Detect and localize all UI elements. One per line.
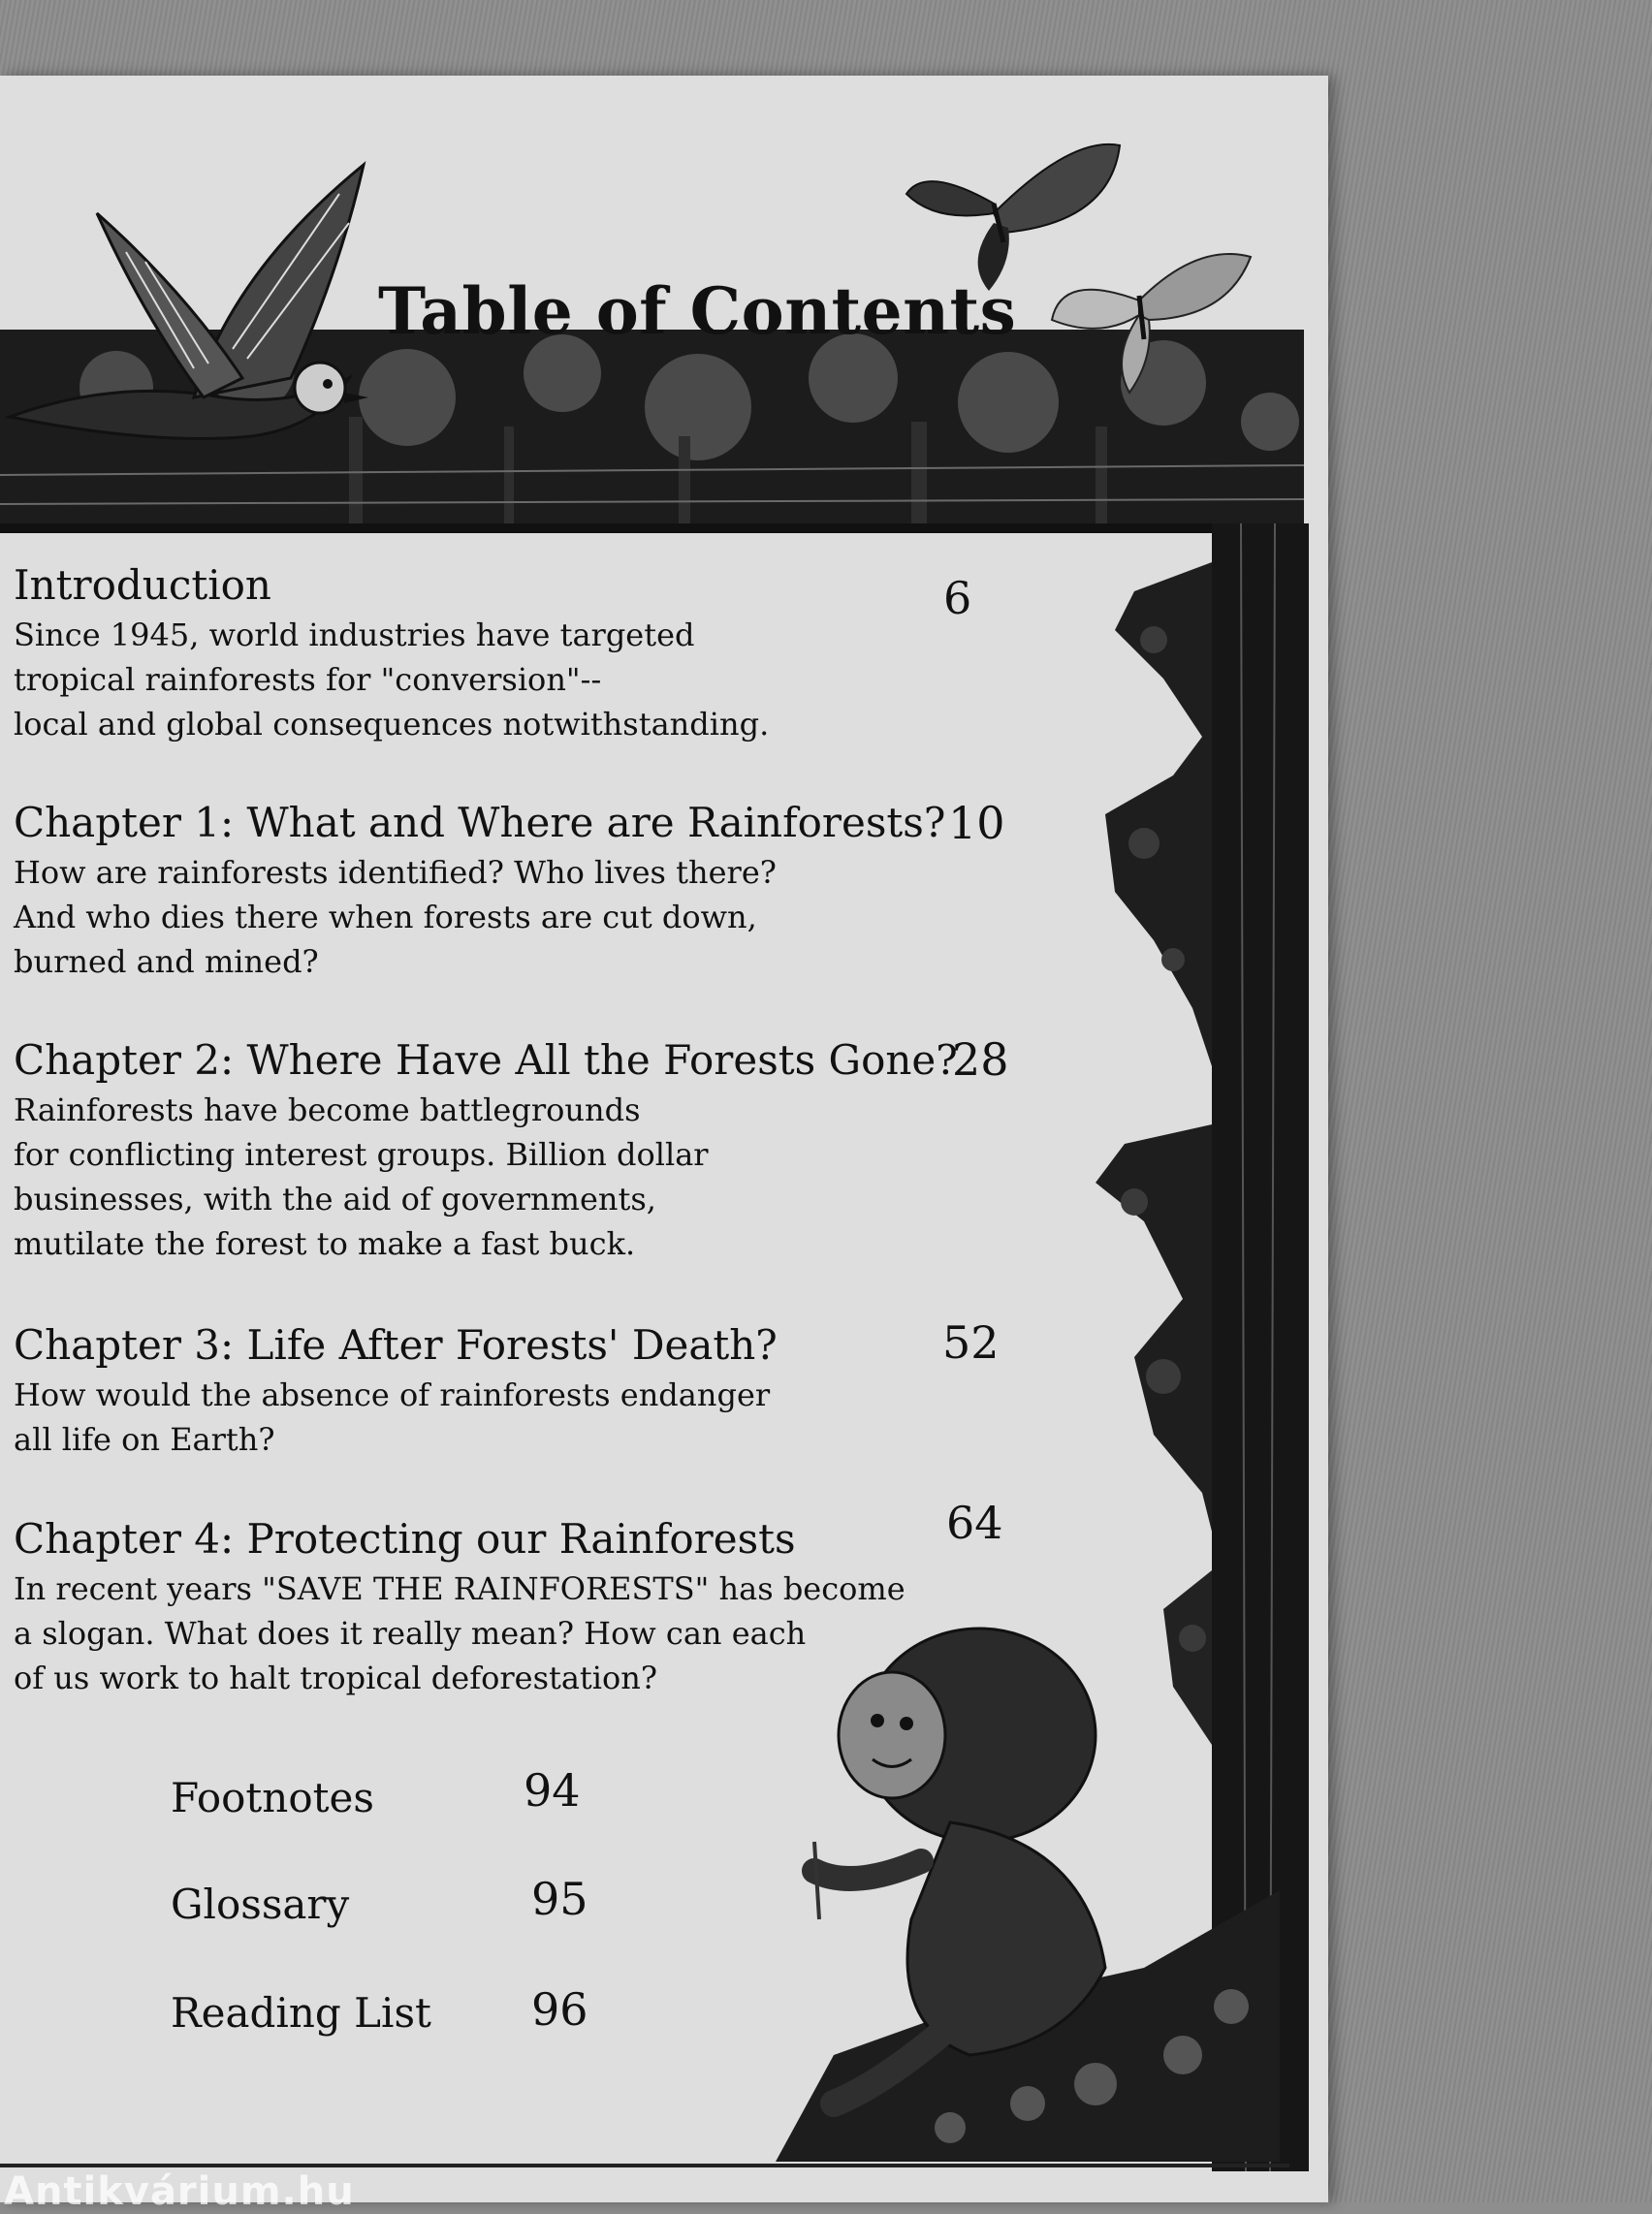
toc-entry-chapter-3 xyxy=(14,1320,886,1462)
back-matter-footnotes-label: Footnotes xyxy=(171,1774,374,1821)
back-matter-glossary-label: Glossary xyxy=(171,1881,350,1928)
entry-title: Introduction xyxy=(14,561,271,609)
entry-title: Chapter 3: Life After Forests' Death? xyxy=(14,1321,778,1369)
page-number: 6 xyxy=(943,572,972,624)
description-line: a slogan. What does it really mean? How can each xyxy=(14,1615,807,1652)
description-line: burned and mined? xyxy=(14,943,319,980)
page-number: 10 xyxy=(948,797,1005,849)
entry-title: Chapter 4: Protecting our Rainforests xyxy=(14,1515,796,1563)
description-line: of us work to halt tropical deforestation? xyxy=(14,1660,658,1696)
toc-entry-chapter-2 xyxy=(14,1035,958,1266)
entry-description xyxy=(14,1566,905,1700)
description-line: And who dies there when forests are cut down, xyxy=(14,899,757,935)
toc-entry-chapter-1 xyxy=(14,798,945,984)
entry-title: Chapter 1: What and Where are Rainforests? xyxy=(14,799,946,846)
bird-illustration xyxy=(0,155,378,456)
entry-description xyxy=(14,1088,886,1266)
description-line: How are rainforests identified? Who lives there? xyxy=(14,854,777,891)
page-title: Table of Contents xyxy=(378,273,1017,350)
description-line: businesses, with the aid of governments, xyxy=(14,1181,656,1218)
back-matter-glossary-page: 95 xyxy=(531,1873,588,1925)
description-line: for conflicting interest groups. Billion dollar xyxy=(14,1136,709,1173)
entry-title: Chapter 2: Where Have All the Forests Gone? xyxy=(14,1036,958,1084)
description-line: In recent years "SAVE THE RAINFORESTS" has become xyxy=(14,1570,905,1607)
page-number: 64 xyxy=(946,1497,1003,1549)
description-line: mutilate the forest to make a fast buck. xyxy=(14,1225,636,1262)
page-number: 52 xyxy=(942,1316,1000,1369)
entry-description xyxy=(14,850,886,984)
description-line: Since 1945, world industries have targeted xyxy=(14,617,695,653)
butterflies-illustration xyxy=(897,126,1255,397)
description-line: local and global consequences notwithstanding. xyxy=(14,706,770,743)
watermark: Antikvárium.hu xyxy=(4,2169,355,2214)
description-line: Rainforests have become battlegrounds xyxy=(14,1091,641,1128)
description-line: tropical rainforests for "conversion"-- xyxy=(14,661,602,698)
description-line: all life on Earth? xyxy=(14,1421,275,1458)
description-line: How would the absence of rainforests endanger xyxy=(14,1376,771,1413)
page-number: 28 xyxy=(952,1033,1009,1086)
back-matter-reading-list-label: Reading List xyxy=(171,1989,431,2037)
toc-entry-introduction xyxy=(14,560,886,746)
toc-entry-chapter-4 xyxy=(14,1514,905,1700)
back-matter-footnotes-page: 94 xyxy=(524,1764,581,1817)
bottom-rule xyxy=(0,2164,1289,2167)
entry-description xyxy=(14,613,886,746)
entry-description xyxy=(14,1373,886,1462)
back-matter-reading-list-page: 96 xyxy=(531,1983,588,2036)
